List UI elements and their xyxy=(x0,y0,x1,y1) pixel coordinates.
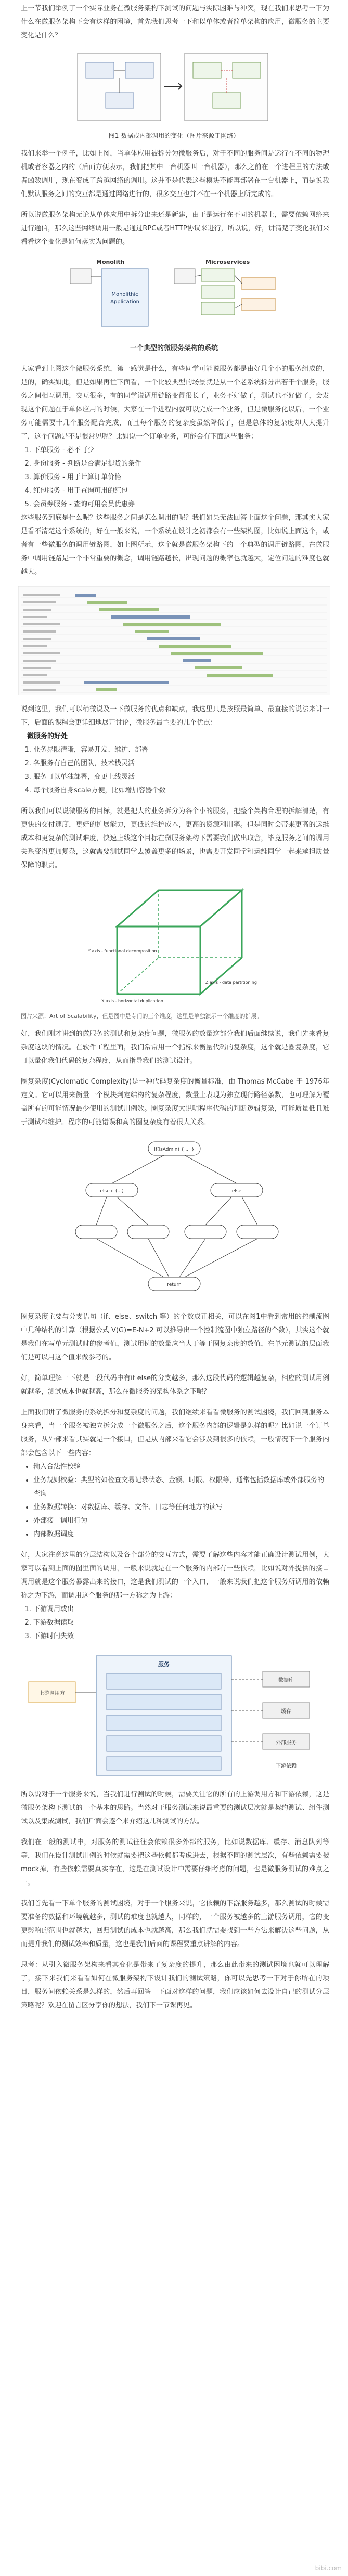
scale-cube-caption: 图片来源：Art of Scalability，但是图中是专门的三个维度，这里是单独演示一个维度的扩展。 xyxy=(21,1013,263,1020)
trace-span-bar xyxy=(147,637,200,640)
basket-service-box xyxy=(201,302,235,315)
database-label: 数据库 xyxy=(278,1678,294,1683)
flow-node-b xyxy=(127,1225,169,1239)
downstream-label: 下游依赖 xyxy=(275,1763,297,1769)
arch-header-right: Microservices xyxy=(205,259,250,265)
paragraph-6: 说到这里，我们可以稍微说及一下微服务的优点和缺点，我这里只是按照最简单、最直接的说法来讲一下，后面的课程会更详细地展开讨论，微服务最主要的几个优点： xyxy=(21,705,329,727)
monolith-app-box xyxy=(101,269,148,326)
list-item: 3. 下游时间失效 xyxy=(33,1630,329,1643)
identity-service-box xyxy=(242,277,275,290)
architecture-diagram xyxy=(65,256,283,334)
list-item: 1. 业务界限清晰，容易开发、维护、部署 xyxy=(33,743,329,757)
trace-row-label xyxy=(23,667,51,669)
flow-edge xyxy=(117,1197,148,1225)
figure-scale-cube xyxy=(0,880,348,1020)
flow-edge xyxy=(96,1239,164,1277)
trace-row-label xyxy=(23,689,56,691)
typical-heading: 一个典型的微服务架构的系统 xyxy=(130,344,218,352)
layer-box xyxy=(107,1694,221,1710)
list-item: 3. 算价服务 - 用于计算订单价格 xyxy=(33,471,329,484)
trace-row-label xyxy=(23,638,51,640)
cube-side-face xyxy=(200,890,242,994)
paragraph-intro: 上一节我们举例了一个实际业务在微服务架构下测试的问题与实际困难与冲突，现在我们来思考一下为什么在微服务架构下会有这样的困境，首先我们思考一下和以单体或者简单架构的应用，微服务的主要变化是什么？ xyxy=(21,5,329,40)
downstream-list xyxy=(0,1603,348,1643)
list-item: • 内部数据调度 xyxy=(33,1528,329,1541)
flow-edge xyxy=(112,1155,164,1183)
client-box xyxy=(70,269,91,284)
paragraph-15: 我们在一般的测试中，对服务的测试往往会依赖很多外部的服务，比如说数据库、缓存、消息队列等等，我们在设计测试用例的时候就需要把这些依赖都考虑进去，根据不同的测试层次，有些依赖需要被mock掉，有些依赖需要真实存在，这是在测试设计中需要仔细考虑的问题，也是微服务测试的难点之一。 xyxy=(21,1838,329,1887)
external-service-label: 外部服务 xyxy=(275,1740,297,1746)
flow-node-d xyxy=(237,1225,278,1239)
flow-node-a xyxy=(75,1225,117,1239)
paragraph-14: 所以说对于一个服务来说，当我们进行测试的时候，需要关注它的所有的上游调用方和下游依赖，这是微服务架构下测试的一个基本的思路。当然对于服务测试来说最重要的测试层次就是契约测试、组件测试以及集成测试，我们后面会逐个来介绍这几种测试的方法。 xyxy=(21,1791,329,1825)
monolith-app-label-2: Application xyxy=(110,299,139,305)
paragraph-17: 思考：从引入微服务架构来看其变化是带来了复杂度的提升，那么由此带来的测试困境也就可以理解了，接下来我们来看看如何在微服务架构下设计我们的测试策略，你可以先思考一下对于你所在的项目，服务间依赖关系是怎样的，然后再回答一下面对这样的问题，我们应该如何去设计自己的测试分层策略呢？欢迎在留言区分享你的想法，我们下一节课再见。 xyxy=(21,1961,329,2010)
flow-edge xyxy=(148,1239,169,1277)
figure-control-flow xyxy=(0,1137,348,1303)
ms-module-c xyxy=(213,93,241,108)
flow-left-label: else if (...) xyxy=(99,1189,124,1194)
monolith-diagram xyxy=(75,50,273,128)
flow-edge xyxy=(179,1239,205,1277)
flow-edge xyxy=(96,1197,107,1225)
layer-box xyxy=(107,1673,221,1689)
cube-z-axis-label: Z axis - data partitioning xyxy=(205,980,257,985)
cube-top-face xyxy=(117,890,242,926)
trace-span-bar xyxy=(207,674,273,677)
list-item: • 业务规则校验：典型的如检查交易记录状态、金额、时限、权限等，通常包括数据库或外部服务的查询 xyxy=(33,1474,329,1501)
paragraph-2: 我们来举一个例子，比如上图，当单体应用被拆分为微服务后，对于不同的服务间是运行在不同的物理机或者容器之内的（后面方便表示，我们把其中一台机器叫一台机器），那么之前在一个进程里的方法或者函数调用，现在变成了跨越网络的调用。这并不是代表这些模块不能再部署在一台机器上，而是说我们默认服务之间的交互都是通过网络进行的，很多交互也并不在一个机器上所完成的。 xyxy=(21,150,329,198)
trace-span-bar xyxy=(87,601,127,604)
layer-box xyxy=(107,1736,221,1751)
paragraph-10: 圈复杂度主要与分支语句（if、else、switch 等）的个数成正相关，可以在图1中看到常用的控制流图中几种结构的计算（根据公式 V(G)=E-N+2 可以推导出一个控制流图中独立路径的个数），其实这个就是我们在写单元测试时的参考值，测试用例的数量应当大于等于圈复杂度的数值，在单元测试的层面我们是可以用这个值来做参考的。 xyxy=(21,1313,329,1361)
flow-edge xyxy=(205,1197,231,1225)
ms-module-b xyxy=(233,62,261,78)
trace-span-bar xyxy=(96,688,117,691)
flow-bottom-label: return xyxy=(166,1282,182,1287)
pros-title: 微服务的好处 xyxy=(27,732,68,740)
trace-row-label xyxy=(23,609,51,611)
cube-hidden-edge xyxy=(117,958,159,994)
list-item: 1. 下游调用或出 xyxy=(33,1603,329,1616)
paragraph-13: 好，大家注意这里的分层结构以及各个部分的交互方式，需要了解这些内容才能正确设计测试用例，大家可以看到上面的图里面的调用，一般来说就是在一个服务的内部有一些依赖，比如说对外提供的接口调用就是这个服务暴露出来的接口，这是我们测试的一个入口，一般来说我们把这个服务所调用的依赖称之为下游，而调用这个服务的那一方称之为上游： xyxy=(21,1551,329,1600)
paragraph-4: 大家看到上图这个微服务系统，第一感觉是什么，有些同学可能说服务都是由好几个小的服务组成的，是的，确实如此，但是如果再往下面看，一个比较典型的场景就是从一个老系统拆分出若干个服务，服务之间相互调用，交互很多，有的同学说调用链路变得很长了，业务不好做了，测试也不好做了，会发现这个问题在于单体应用的时候，大家在一个进程内就可以完成一个业务，但是微服务化以后，一个业务可能需要十几个服务配合完成，而且每个服务的复杂度虽然降低了，但是总体的复杂度却大大提升了，这个问题是不是很常见呢？比如说一个订单业务，可能会有下面这些服务： xyxy=(21,365,329,441)
paragraph-3: 所以说微服务架构无论从单体应用中拆分出来还是新建，由于是运行在不同的机器上，需要依赖网络来进行通信，那么这些网络调用一般是通过RPC或者HTTP协议来进行，所以说，好，讲清楚了变化我们来看看这个变化是如何落实为问题的。 xyxy=(21,211,329,246)
list-item: 5. 会员券服务 - 查询可用会员优惠券 xyxy=(33,498,329,511)
service-internals-list xyxy=(0,1460,348,1541)
trace-background xyxy=(18,586,330,695)
ms-line-b xyxy=(235,304,242,308)
watermark: bibi.com xyxy=(315,2565,342,2572)
paragraph-9: 圈复杂度(Cyclomatic Complexity)是一种代码复杂度的衡量标准，由 Thomas McCabe 于 1976年定义。它可以用来衡量一个模块判定结构的复杂程度，数量上表现为独立现行路径条数，也可理解为覆盖所有的可能情况最少使用的测试用例数。圈复杂度大说明程序代码的判断逻辑复杂，可能质量低且难于测试和维护。程序的可能错误和高的圈复杂度有着很大关系。 xyxy=(21,1078,329,1126)
monolith-app-label: Monolithic xyxy=(111,292,138,298)
list-item: • 业务数据转换：对数据库、缓存、文件、日志等任何地方的读写 xyxy=(33,1501,329,1514)
upstream-label: 上游调用方 xyxy=(38,1691,65,1696)
layer-box xyxy=(107,1715,221,1731)
flow-edge xyxy=(185,1155,237,1183)
trace-span-bar xyxy=(159,645,231,648)
paragraph-12: 上面我们讲了微服务的系统拆分和复杂度的问题，我们继续来看看微服务的测试困境，我们回到服务本身来看，当一个服务被独立拆分成一个微服务之后，这个服务内部的逻辑是怎样的呢？比如说一个订单服务，从外部来看其实就是一个接口，但是从内部来看它会涉及到很多的依赖，一般情况下一个服务内部会包含以下一些内容： xyxy=(21,1409,329,1457)
trace-span-bar xyxy=(75,594,96,597)
trace-span-bar xyxy=(183,659,211,662)
flow-node-c xyxy=(185,1225,226,1239)
dependency-diagram xyxy=(18,1651,330,1781)
list-item: 2. 各服务有自己的团队，技术栈灵活 xyxy=(33,757,329,770)
ms-client-box xyxy=(174,269,195,284)
paragraph-5: 这些服务到底是什么呢？这些服务之间是怎么调用的呢？我们如果无法回答上面这个问题，那其实大家是看不清楚这个系统的，好在一般来说，一个系统在设计之初都会有一些架构图，比如说上面这个，或者有一些微服务的调用链路图，如上图所示，这个就是微服务架构下的一个典型的调用链路图，在微服务中调用链路是一个非常重要的概念，调用链路越长，出现问题的概率也就越大，定位问题的难度也就越大。 xyxy=(21,514,329,576)
figure-caption: 图1 数据或内部调用的变化（图片来源于网络） xyxy=(108,132,240,139)
control-flow-diagram xyxy=(65,1137,283,1303)
figure-monolith-vs-microservice xyxy=(0,50,348,140)
ordering-service-box xyxy=(201,269,235,281)
trace-row-label xyxy=(23,630,56,633)
cube-y-axis-label: Y axis - functional decomposition xyxy=(87,949,157,954)
scale-cube-diagram xyxy=(86,880,263,1010)
ms-client-line xyxy=(195,275,201,276)
list-item: 2. 下游数据读取 xyxy=(33,1616,329,1630)
trace-row-label xyxy=(23,601,56,603)
trace-span-bar xyxy=(171,652,263,655)
trace-row-label xyxy=(23,652,60,654)
trace-span-bar xyxy=(123,623,221,626)
layer-box xyxy=(107,1757,221,1770)
list-item: • 输入合法性校验 xyxy=(33,1460,329,1474)
trace-diagram xyxy=(18,586,330,695)
trace-row-label xyxy=(23,623,60,625)
trace-row-label xyxy=(23,616,47,618)
trace-row-label xyxy=(23,674,47,676)
monolith-module-c xyxy=(106,93,134,108)
trace-span-bar xyxy=(135,630,169,633)
paragraph-7: 所以我们可以说微服务的目标，就是把大的业务拆分为各个小的服务，把整个架构合理的拆解清楚，有更快的交付速度，更好的扩展能力，更低的维护成本，更高的资源利用率。但是同时会带来更高的运维成本和更复杂的测试难度，快速上线这个目标在微服务架构下需要我们做出取舍，毕竟服务之间的调用关系变得更加复杂，这就需要测试同学去覆盖更多的场景，也需要开发同学和运维同学一起来承担质量保障的职责。 xyxy=(21,807,329,869)
list-item: 1. 下单服务 - 必不可少 xyxy=(33,444,329,457)
trace-span-bar xyxy=(111,615,190,619)
catalog-service-box xyxy=(201,286,235,298)
order-services-list xyxy=(0,444,348,511)
ms-line-a xyxy=(235,275,242,284)
paragraph-11: 好，简单理解一下就是一段代码中有if else的分支越多，那么这段代码的逻辑越复杂，相应的测试用例就越多，测试成本也就越高，那么在微服务的架构体系之下呢？ xyxy=(21,1374,329,1396)
list-item: 4. 每个服务自身scale方便，比如增加容器个数 xyxy=(33,784,329,797)
list-item: 3. 服务可以单独部署，变更上线灵活 xyxy=(33,770,329,784)
figure-call-trace xyxy=(0,586,348,695)
flow-edge xyxy=(242,1197,257,1225)
trace-span-bar xyxy=(195,666,242,669)
cache-label: 缓存 xyxy=(280,1709,291,1715)
flow-top-label: if(isAdmin) { ... } xyxy=(153,1147,195,1152)
trace-row-label xyxy=(23,645,47,647)
list-item: 4. 红包服务 - 用于查询可用的红包 xyxy=(33,484,329,498)
flow-edge xyxy=(185,1239,257,1277)
list-item: • 外部接口调用行为 xyxy=(33,1514,329,1528)
ms-module-a xyxy=(193,62,221,78)
monolith-module-b xyxy=(125,62,153,78)
trace-span-bar xyxy=(84,681,169,684)
trace-span-bar xyxy=(99,608,159,611)
paragraph-16: 我们首先看一下单个服务的测试困境，对于一个服务来说，它依赖的下游服务越多，那么测试的时候需要准备的数据和环境就越多，测试的难度也就越大，同样的，一个服务被越多的上游服务调用，它的变更影响的范围也就越大，回归测试的成本也就越高，那么我们就需要找到一些方法来解决这些问题，从而提升我们的测试效率和质量，这也是我们后面的课程要重点讲解的内容。 xyxy=(21,1900,329,1948)
arch-header-left: Monolith xyxy=(96,259,125,265)
trace-row-label xyxy=(23,681,60,684)
service-label: 服务 xyxy=(158,1661,170,1668)
figure-dependencies xyxy=(0,1651,348,1781)
list-item: 2. 身份服务 - 判断是否满足提货的条件 xyxy=(33,457,329,471)
cube-x-axis-label: X axis - horizontal duplication xyxy=(101,999,163,1003)
figure-architecture xyxy=(0,256,348,334)
pros-list xyxy=(0,743,348,797)
flow-right-label: else xyxy=(231,1189,241,1194)
monolith-module-a xyxy=(86,62,114,78)
trace-row-label xyxy=(23,594,60,596)
payment-service-box xyxy=(242,298,275,311)
paragraph-8: 好，我们刚才讲到的微服务的测试和复杂度问题，微服务的数量这部分我们后面继续说，我们先来看复杂度这块的情况。在软件工程里面，我们常常用一个指标来衡量代码的复杂度，这个就是圈复杂度，它可以量化我们代码的复杂程度，从而指导我们的测试设计。 xyxy=(21,1030,329,1065)
trace-row-label xyxy=(23,660,56,662)
